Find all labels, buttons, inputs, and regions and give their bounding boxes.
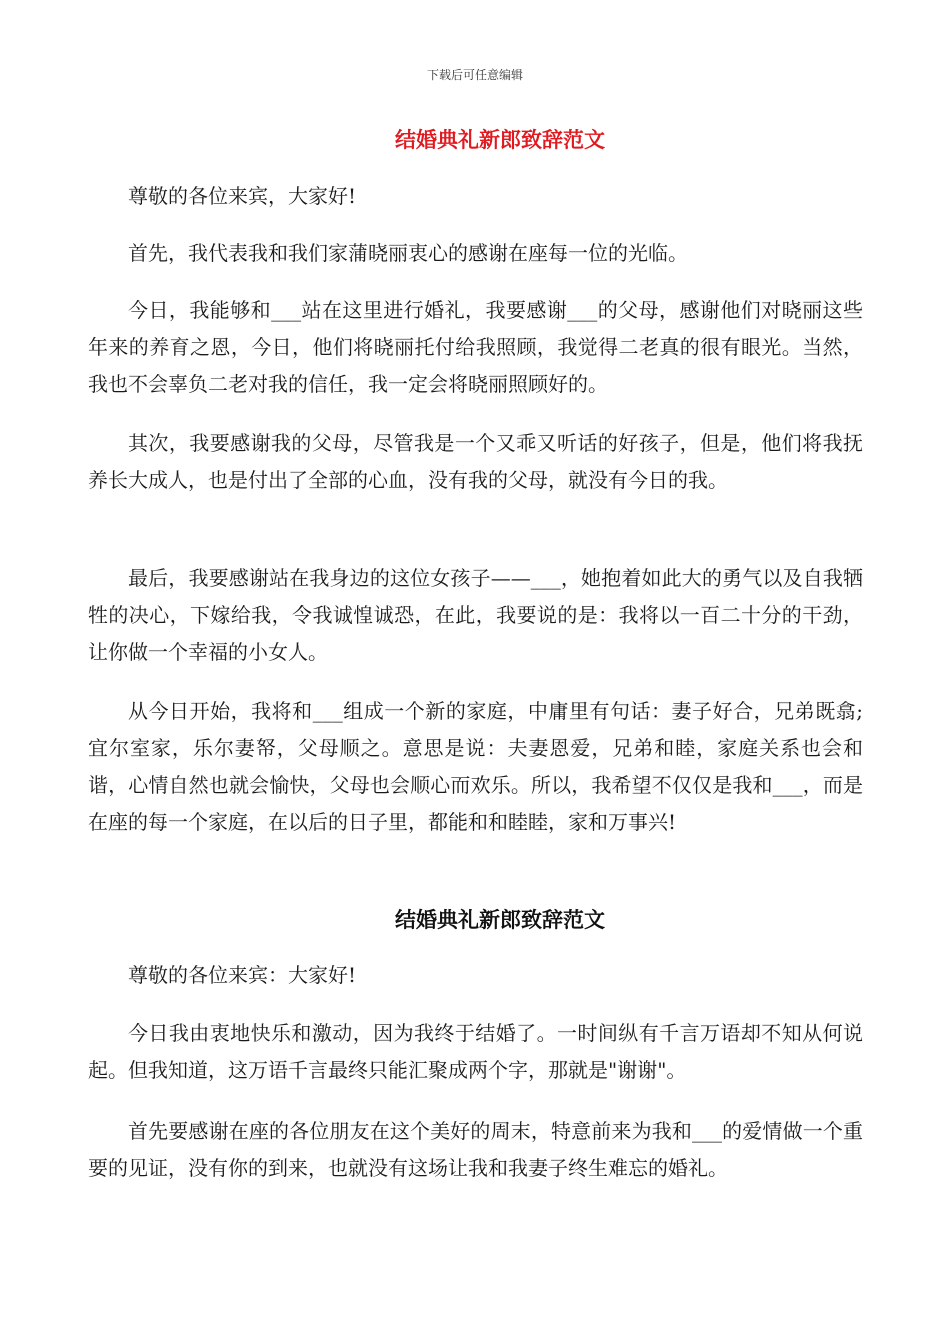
page-header-note: 下载后可任意编辑 [426,68,523,82]
section-2-title: 结婚典礼新郎致辞范文 [395,907,605,932]
section-1-title: 结婚典礼新郎致辞范文 [395,127,605,152]
section-1-paragraph-2: 首先，我代表我和我们家蒲晓丽衷心的感谢在座每一位的光临。 [128,241,688,265]
section-2-paragraph-3: 首先要感谢在座的各位朋友在这个美好的周末，特意前来为我和___的爱情做一个重要的见证，没有你的到来，也就没有这场让我和我妻子终生难忘的婚礼。 [88,1119,863,1180]
section-1-paragraph-5: 最后，我要感谢站在我身边的这位女孩子——___，她抱着如此大的勇气以及自我牺牲的决心，下嫁给我，令我诚惶诚恐，在此，我要说的是：我将以一百二十分的干劲，让你做一个幸福的小女人。 [88,566,863,664]
section-2-paragraph-1: 尊敬的各位来宾：大家好! [128,963,357,987]
section-1-paragraph-3: 今日，我能够和___站在这里进行婚礼，我要感谢___的父母，感谢他们对晓丽这些年来的养育之恩，今日，他们将晓丽托付给我照顾，我觉得二老真的很有眼光。当然，我也不会辜负二老对我的信任，我一定会将晓丽照顾好的。 [88,298,863,396]
section-1-paragraph-4: 其次，我要感谢我的父母，尽管我是一个又乖又听话的好孩子，但是，他们将我抚养长大成人，也是付出了全部的心血，没有我的父母，就没有今日的我。 [88,431,863,492]
section-1-paragraph-1: 尊敬的各位来宾，大家好! [128,184,357,208]
section-2-paragraph-2: 今日我由衷地快乐和激动，因为我终于结婚了。一时间纵有千言万语却不知从何说起。但我知道，这万语千言最终只能汇聚成两个字，那就是"谢谢"。 [88,1021,863,1082]
section-1-paragraph-6: 从今日开始，我将和___组成一个新的家庭，中庸里有句话：妻子好合，兄弟既翕;宜尔室家，乐尔妻帑，父母顺之。意思是说：夫妻恩爱，兄弟和睦，家庭关系也会和谐，心情自然也就会愉快，父母也会顺心而欢乐。所以，我希望不仅仅是我和___，而是在座的每一个家庭，在以后的日子里，都能和和睦睦，家和万事兴! [88,699,863,834]
